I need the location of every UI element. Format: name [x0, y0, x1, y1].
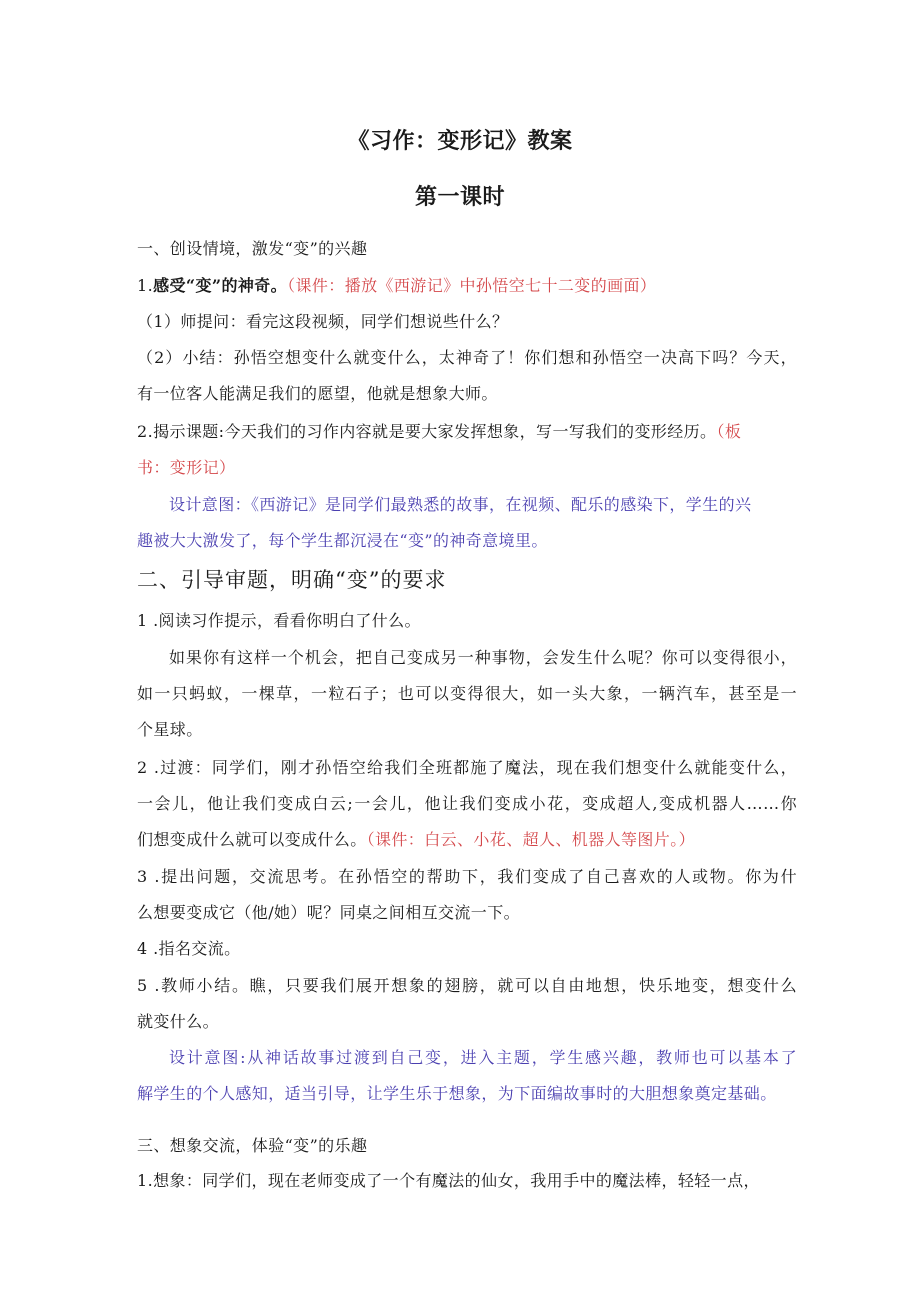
s2-item4: 4 .指名交流。	[137, 939, 241, 958]
s2-prompt-line1: 如果你有这样一个机会，把自己变成另一种事物，会发生什么呢？你可以变得很小，	[169, 648, 797, 667]
s1-item2-board-note-start: （板	[716, 422, 742, 441]
s1-teacher-question: （1）师提问：看完这段视频，同学们想说些什么？	[137, 312, 509, 331]
s1-summary-line2: 有一位客人能满足我们的愿望，他就是想象大师。	[137, 384, 498, 403]
s1-design-intent-line2: 趣被大大激发了，每个学生都沉浸在“变”的神奇意境里。	[137, 531, 548, 550]
s1-item2-line1	[137, 421, 797, 443]
s2-item5-line1: 5 .教师小结。瞧，只要我们展开想象的翅膀，就可以自由地想，快乐地变，想变什么	[137, 976, 797, 995]
doc-subtitle: 第一课时	[414, 185, 505, 210]
s2-item5-line2: 就变什么。	[137, 1012, 220, 1031]
s2-item2-text: 们想变成什么就可以变成什么。	[137, 830, 367, 849]
s2-item1: 1 .阅读习作提示，看看你明白了什么。	[137, 611, 421, 630]
s2-prompt-line2: 如一只蚂蚁，一棵草，一粒石子；也可以变得很大，如一头大象，一辆汽车，甚至是一	[137, 684, 797, 703]
s2-design-intent-line1: 设计意图:从神话故事过渡到自己变，进入主题，学生感兴趣，教师也可以基本了	[169, 1048, 797, 1067]
section2-heading: 二、引导审题，明确“变”的要求	[137, 568, 447, 592]
s1-design-intent-line1: 设计意图：《西游记》是同学们最熟悉的故事，在视频、配乐的感染下，学生的兴	[169, 495, 752, 514]
section3-heading: 三、想象交流，体验“变”的乐趣	[137, 1136, 368, 1155]
s1-item1-bold: 感受“变”的神奇。	[153, 276, 288, 295]
s1-summary-line1: （2）小结：孙悟空想变什么就变什么，太神奇了！你们想和孙悟空一决高下吗？今天，	[137, 348, 797, 367]
s2-item2-line2: 一会儿，他让我们变成白云;一会儿，他让我们变成小花，变成超人,变成机器人……你	[137, 794, 797, 813]
s2-design-intent-line2: 解学生的个人感知，适当引导，让学生乐于想象，为下面编故事时的大胆想象奠定基础。	[137, 1084, 777, 1103]
s1-item1-courseware-note: （课件：播放《西游记》中孙悟空七十二变的画面）	[287, 276, 657, 295]
s2-item2-line1: 2 .过渡：同学们，刚才孙悟空给我们全班都施了魔法，现在我们想变什么就能变什么，	[137, 758, 797, 777]
s3-item1-line1: 1.想象：同学们，现在老师变成了一个有魔法的仙女，我用手中的魔法棒，轻轻一点，	[137, 1171, 760, 1190]
s2-item3-line1: 3 .提出问题，交流思考。在孙悟空的帮助下，我们变成了自己喜欢的人或物。你为什	[137, 867, 797, 886]
section1-heading: 一、创设情境，激发“变”的兴趣	[137, 239, 368, 258]
doc-title: 《习作：变形记》教案	[347, 129, 573, 154]
s1-item1	[137, 275, 797, 297]
s1-item2-board-note-end: 书：变形记）	[137, 458, 236, 477]
s2-prompt-line3: 个星球。	[137, 720, 203, 739]
s2-item3-line2: 么想要变成它（他/她）呢？同桌之间相互交流一下。	[137, 903, 520, 922]
s2-item2-line3	[137, 829, 797, 851]
s2-item2-courseware-note: （课件：白云、小花、超人、机器人等图片。）	[366, 830, 696, 849]
s1-item1-number: 1.	[137, 276, 154, 295]
s1-item2-text: 2.揭示课题:今天我们的习作内容就是要大家发挥想象，写一写我们的变形经历。	[137, 422, 717, 441]
